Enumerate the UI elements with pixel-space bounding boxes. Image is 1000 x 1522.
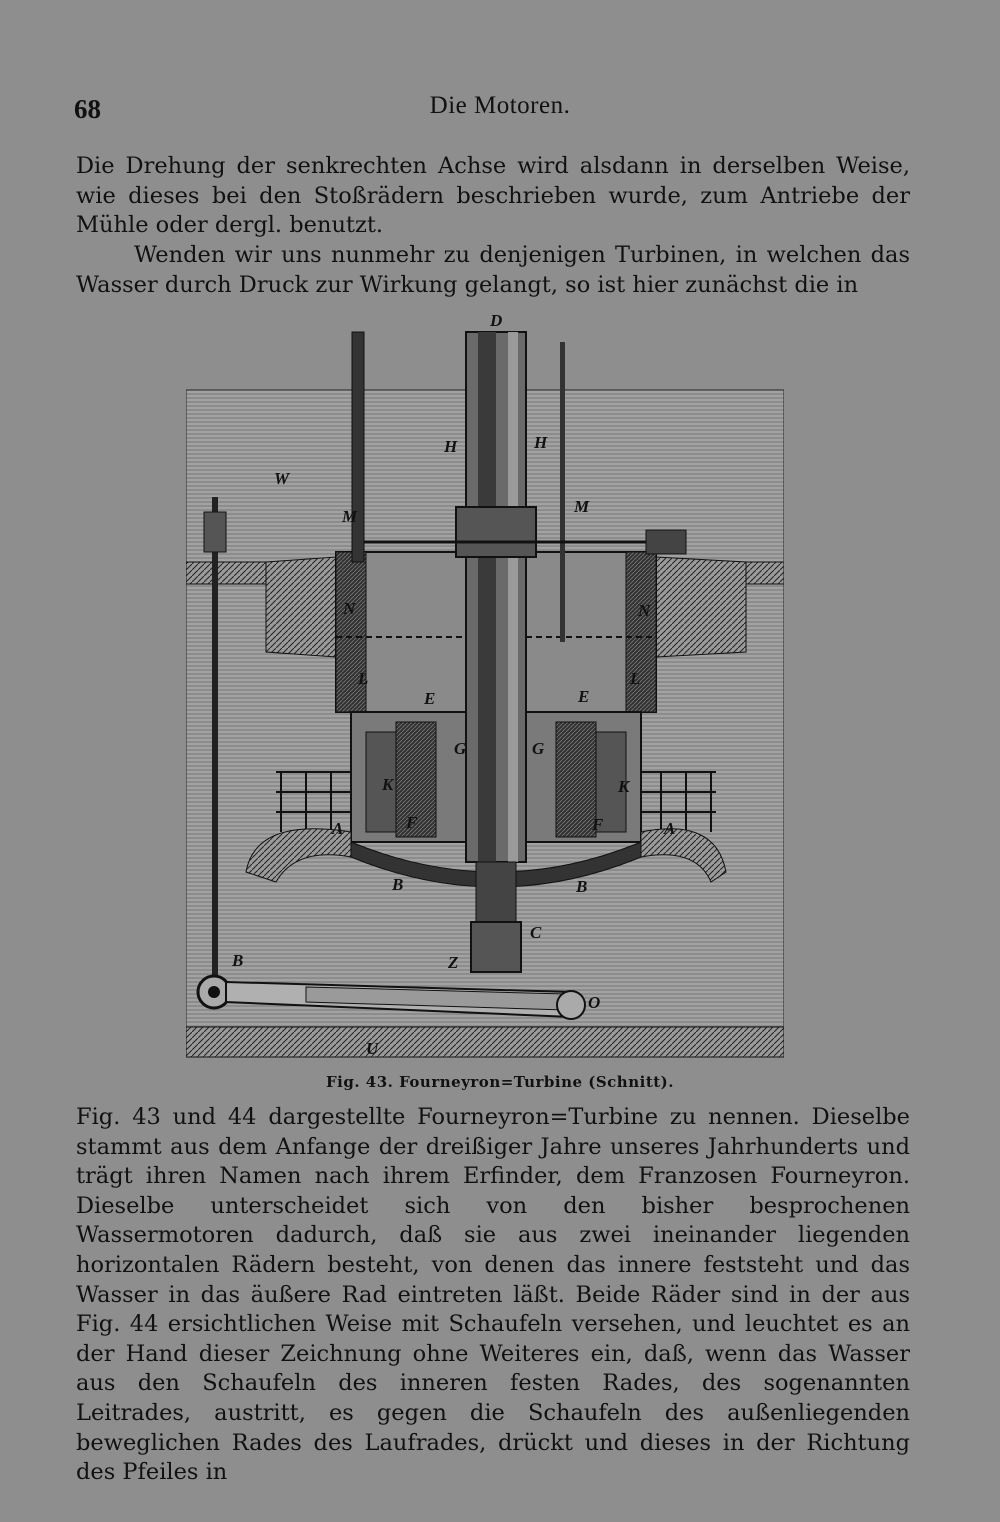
label-a-left: A: [332, 819, 344, 838]
label-k-right: K: [618, 777, 630, 796]
label-d: D: [490, 312, 503, 330]
platform-right: [746, 562, 784, 584]
regulator-spindle: [212, 497, 218, 977]
label-b-left: B: [392, 875, 404, 894]
rod-right: [560, 342, 565, 642]
label-w: W: [274, 469, 290, 488]
figure-caption: Fig. 43. Fourneyron=Turbine (Schnitt).: [326, 1073, 674, 1091]
label-f-right: F: [592, 815, 604, 834]
casing-right-wall: [626, 552, 656, 712]
label-l-right: L: [630, 669, 641, 688]
label-m-left: M: [342, 507, 358, 526]
label-e-left: E: [424, 689, 436, 708]
turbine-section-figure: [186, 312, 784, 1062]
label-b-right: B: [576, 877, 588, 896]
pull-rod-left: [352, 332, 364, 562]
label-n-left: N: [343, 599, 356, 618]
label-h-right: H: [534, 433, 548, 452]
paragraph: Fig. 43 und 44 dargestellte Fourneyron=Turbine zu nennen. Dieselbe stammt aus dem Anfange der dreißiger Jahre unseres Jahrhunderts und trägt ihren Namen nach ihrem Erfinder, dem Franzosen Fourneyron. Dieselbe unterscheidet sich von den bisher besprochenen Wassermotoren dadurch, daß sie aus zwei ineinander liegenden horizontalen Rädern besteht, von denen das innere feststeht und das Wasser in das äußere Rad eintreten läßt. Beide Räder sind in der aus Fig. 44 ersichtlichen Weise mit Schaufeln versehen, und leuchtet es an der Hand dieser Zeichnung ohne Weiteres ein, daß, wenn das Wasser aus den Schaufeln des inneren festen Rades, des sogenannten Leitrades, austritt, es gegen die Schaufeln des außenliegenden beweglichen Rades des Laufrades, drückt und dieses in der Richtung des Pfeiles in: [76, 1104, 910, 1486]
label-l-left: L: [358, 669, 369, 688]
ground: [186, 1027, 784, 1057]
label-b-low: B: [232, 951, 244, 970]
paragraph: Die Drehung der senkrechten Achse wird alsdann in derselben Weise, wie dieses bei den Stoßrädern beschrieben wurde, zum Antriebe der Mühle oder dergl. benutzt.: [76, 153, 910, 239]
masonry-left: [266, 557, 336, 657]
footstep-bearing: [471, 922, 521, 972]
label-m-right: M: [574, 497, 590, 516]
casing-left-wall: [336, 552, 369, 712]
paragraph: Wenden wir uns nunmehr zu denjenigen Turbinen, in welchen das Wasser durch Druck zur Wirkung gelangt, so ist hier zunächst die in: [76, 242, 910, 298]
page-number: 68: [74, 94, 101, 124]
masonry-right: [656, 557, 746, 657]
label-c: C: [530, 923, 542, 942]
label-g-right: G: [532, 739, 545, 758]
label-e-right: E: [578, 687, 590, 706]
label-f-left: F: [406, 813, 418, 832]
running-title: Die Motoren.: [429, 92, 571, 119]
label-u: U: [366, 1039, 379, 1058]
shaft-collar: [456, 507, 536, 557]
label-h-left: H: [444, 437, 458, 456]
label-z: Z: [448, 953, 459, 972]
label-g-left: G: [454, 739, 467, 758]
label-o: O: [588, 993, 601, 1012]
label-a-right: A: [664, 819, 676, 838]
label-n-right: N: [638, 601, 651, 620]
label-k-left: K: [382, 775, 394, 794]
